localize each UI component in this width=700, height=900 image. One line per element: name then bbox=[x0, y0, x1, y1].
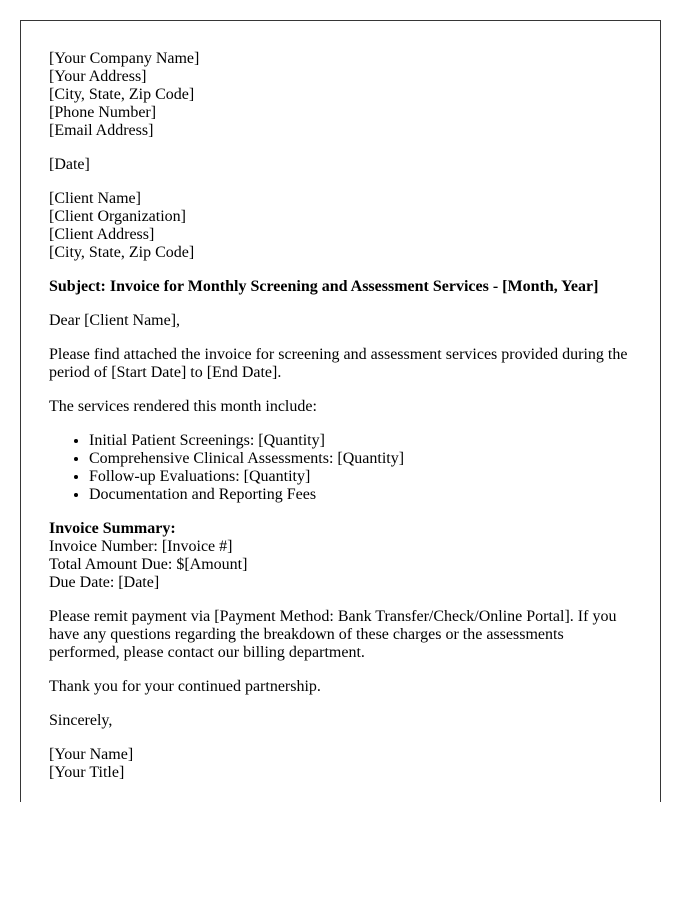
recipient-city-state-zip: [City, State, Zip Code] bbox=[49, 244, 195, 261]
closing-line: Sincerely, bbox=[49, 712, 113, 729]
salutation: Dear [Client Name], bbox=[49, 312, 181, 329]
sender-email: [Email Address] bbox=[49, 122, 154, 139]
sender-company-name: [Your Company Name] bbox=[49, 50, 200, 67]
signature-block bbox=[49, 746, 632, 782]
sender-phone: [Phone Number] bbox=[49, 104, 157, 121]
subject-line: Subject: Invoice for Monthly Screening and Assessment Services - [Month, Year] bbox=[49, 278, 599, 295]
service-item-initial-screenings: • Initial Patient Screenings: [Quantity] bbox=[89, 432, 632, 450]
intro-paragraph: Please find attached the invoice for screening and assessment services provided during the period of [Start Date] to [End Date]. bbox=[49, 346, 628, 381]
service-item-followup-evaluations: • Follow-up Evaluations: [Quantity] bbox=[89, 468, 632, 486]
service-item-documentation-fees: • Documentation and Reporting Fees bbox=[89, 486, 632, 504]
services-intro: The services rendered this month include: bbox=[49, 398, 317, 415]
sender-address-block bbox=[49, 50, 632, 140]
recipient-name: [Client Name] bbox=[49, 190, 141, 207]
recipient-address: [Client Address] bbox=[49, 226, 155, 243]
invoice-summary-block bbox=[49, 520, 632, 592]
signature-name: [Your Name] bbox=[49, 746, 134, 763]
letter-page bbox=[20, 20, 661, 802]
services-list bbox=[49, 432, 632, 504]
invoice-number-line: Invoice Number: [Invoice #] bbox=[49, 538, 233, 555]
invoice-summary-heading: Invoice Summary: bbox=[49, 520, 176, 537]
service-item-clinical-assessments: • Comprehensive Clinical Assessments: [Quantity] bbox=[89, 450, 632, 468]
signature-title: [Your Title] bbox=[49, 764, 125, 781]
recipient-organization: [Client Organization] bbox=[49, 208, 186, 225]
payment-paragraph: Please remit payment via [Payment Method: Bank Transfer/Check/Online Portal]. If you have any questions regarding the breakdown of these charges or the assessments performed, please contact our billing department. bbox=[49, 608, 617, 661]
sender-address: [Your Address] bbox=[49, 68, 147, 85]
recipient-address-block bbox=[49, 190, 632, 262]
date-line: [Date] bbox=[49, 156, 90, 173]
total-amount-due-line: Total Amount Due: $[Amount] bbox=[49, 556, 248, 573]
thanks-line: Thank you for your continued partnership. bbox=[49, 678, 321, 695]
due-date-line: Due Date: [Date] bbox=[49, 574, 160, 591]
sender-city-state-zip: [City, State, Zip Code] bbox=[49, 86, 195, 103]
